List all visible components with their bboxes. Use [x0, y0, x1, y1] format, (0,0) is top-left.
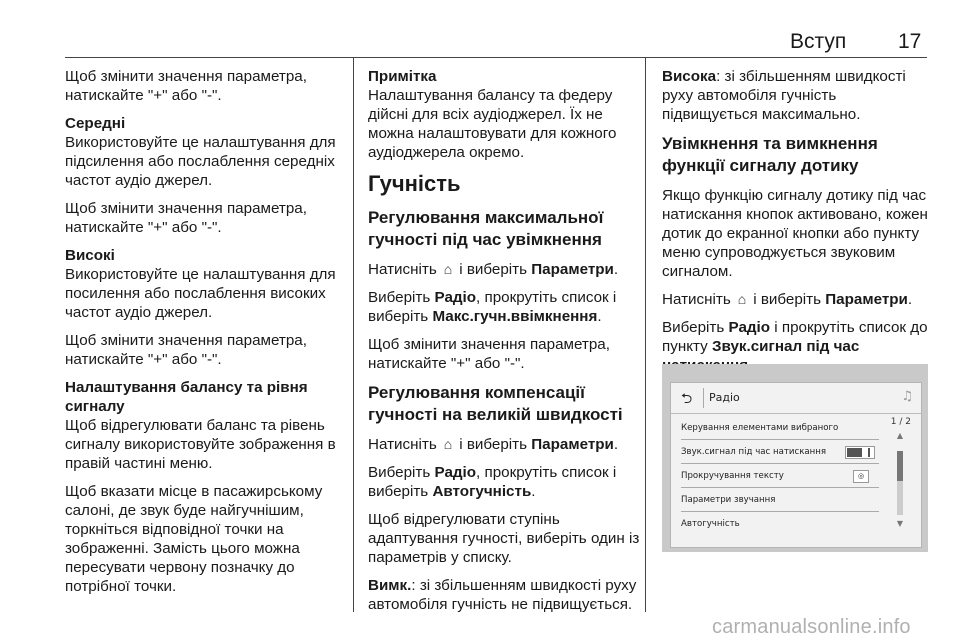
page-number: 17	[898, 30, 922, 53]
menu-item[interactable]	[681, 441, 879, 464]
home-icon: ⌂	[737, 291, 747, 307]
scroll-up-icon[interactable]: ▲	[896, 431, 904, 440]
paragraph: Використовуйте це налаштування для підсилення або послаблення середніх частот аудіо джерел.	[65, 134, 336, 189]
column-1	[65, 67, 349, 605]
radio-screen	[670, 382, 922, 548]
heading-volume: Гучність	[368, 171, 461, 196]
heading-high: Високі	[65, 247, 115, 264]
heading-balance: Налаштування балансу та рівня сигналу	[65, 379, 308, 415]
option-high: Висока: зі збільшенням швидкості руху автомобіля гучність підвищується максимально.	[662, 68, 906, 123]
column-divider-1	[353, 57, 354, 612]
instruction: Натисніть ⌂ і виберіть Параметри.	[368, 436, 619, 453]
scrollbar[interactable]	[891, 431, 909, 539]
menu-item-label: Прокручування тексту	[681, 471, 784, 481]
menu-item[interactable]	[681, 513, 879, 535]
column-divider-2	[645, 57, 646, 612]
instruction: Виберіть Радіо, прокрутіть список і виберіть Автогучність.	[368, 464, 617, 500]
home-icon: ⌂	[443, 436, 453, 452]
menu-item[interactable]	[681, 417, 879, 440]
page-indicator: 1 / 2	[890, 417, 911, 427]
option-off: Вимк.: зі збільшенням швидкості руху автомобіля гучність не підвищується.	[368, 577, 637, 613]
paragraph: Щоб змінити значення параметра, натискайте "+" або "-".	[368, 336, 610, 372]
screen-title-bar	[671, 383, 921, 414]
screen-title: Радіо	[709, 391, 740, 404]
menu-item-label: Керування елементами вибраного	[681, 423, 839, 433]
section-title: Вступ	[790, 30, 847, 53]
heading-compensation: Регулювання компенсації гучності на великій швидкості	[368, 383, 623, 424]
paragraph: Якщо функцію сигналу дотику під час натискання кнопок активовано, кожен дотик до екранної кнопки або пункту меню супроводжується звуковим сигналом.	[662, 187, 928, 280]
header-rule	[65, 57, 927, 58]
scroll-down-icon[interactable]: ▼	[896, 519, 904, 528]
paragraph: Використовуйте це налаштування для посилення або послаблення високих частот аудіо джерел.	[65, 266, 336, 321]
paragraph: Щоб вказати місце в пасажирському салоні, де звук буде найгучнішим, торкніться відповідної точки на зображенні. Замість цього можна пересувати червону позначку до потрібної точки.	[65, 483, 323, 595]
back-arrow-icon[interactable]: ⮌	[681, 391, 693, 407]
heading-touch-signal: Увімкнення та вимкнення функції сигналу дотику	[662, 134, 878, 175]
paragraph: Щоб змінити значення параметра, натискайте "+" або "-".	[65, 200, 307, 236]
music-note-icon[interactable]: ♫	[901, 389, 913, 404]
watermark: carmanualsonline.info	[712, 616, 911, 638]
option-circle-icon[interactable]: ◎	[853, 470, 869, 483]
column-2	[368, 67, 640, 623]
note-text: Налаштування балансу та федеру дійсні для всіх аудіоджерел. Їх не можна налаштовувати для кожного аудіоджерела окремо.	[368, 87, 617, 161]
title-separator	[703, 388, 704, 408]
heading-max-volume: Регулювання максимальної гучності під час увімкнення	[368, 208, 604, 249]
menu-item[interactable]	[681, 489, 879, 512]
instruction: Виберіть Радіо, прокрутіть список і виберіть Макс.гучн.ввімкнення.	[368, 289, 617, 325]
home-icon: ⌂	[443, 261, 453, 277]
scroll-track[interactable]	[897, 451, 903, 515]
menu-item[interactable]	[681, 465, 879, 488]
note-title: Примітка	[368, 68, 437, 85]
scroll-thumb[interactable]	[897, 451, 903, 481]
menu-item-label: Параметри звучання	[681, 495, 776, 505]
instruction: Виберіть Радіо і прокрутіть список до пункту Звук.сигнал під час	[662, 319, 928, 355]
instruction: Натисніть ⌂ і виберіть Параметри.	[662, 291, 913, 308]
instruction: Натисніть ⌂ і виберіть Параметри.	[368, 261, 619, 278]
toggle-switch[interactable]	[845, 446, 875, 459]
heading-mid: Середні	[65, 115, 126, 132]
paragraph: Щоб відрегулювати ступінь адаптування гучності, виберіть один із параметрів у списку.	[368, 511, 640, 566]
paragraph: Щоб змінити значення параметра, натискайте "+" або "-".	[65, 332, 307, 368]
paragraph: Щоб змінити значення параметра, натискайте "+" або "-".	[65, 68, 307, 104]
paragraph: Щоб відрегулювати баланс та рівень сигналу використовуйте зображення в правій частині меню.	[65, 417, 336, 472]
radio-settings-screenshot	[662, 364, 928, 552]
column-3	[662, 67, 930, 384]
menu-item-label: Звук.сигнал під час натискання	[681, 447, 827, 457]
menu-item-label: Автогучність	[681, 519, 740, 529]
